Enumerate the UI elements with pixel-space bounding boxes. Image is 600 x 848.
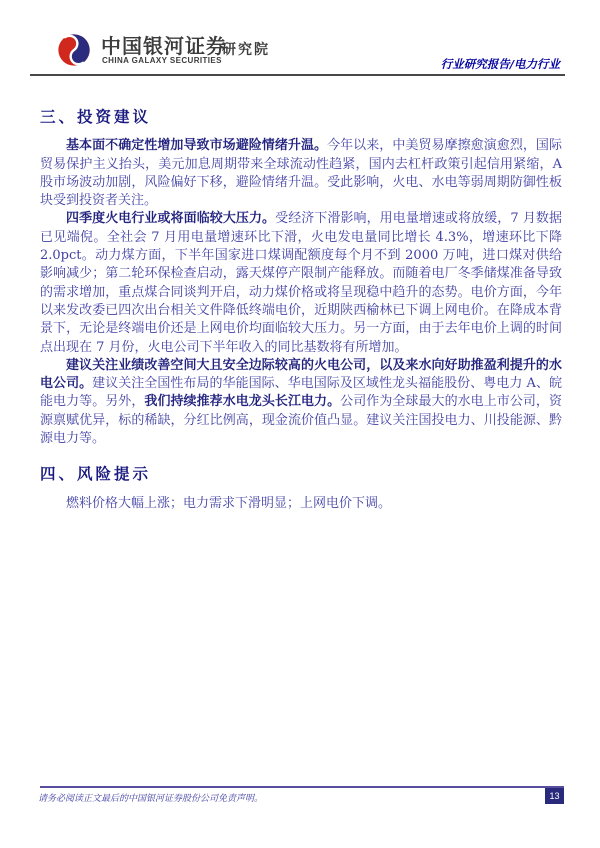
header-divider [30,74,565,76]
text-run: 受经济下滑影响，用电量增速或将放缓，7 月数据已见端倪。全社会 7 月用电量增速环比下滑，火电发电量同比增长 4.3%，增速环比下降 2.0pct。动力煤方面，下半年国家进口煤调配额度每个月不到 2000 万吨，进口煤对供给影响减少；第二轮环保检查启动，露天煤停产限制产能释放。而随着电厂冬季储煤准备导致的需求增加，重点煤合同谈判开启，动力煤价格或将呈现稳中趋升的态势。电价方面，今年以来发改委已四次出台相关文件降低终端电价，近期陕西榆林已下调上网电价。在降成本背景下，无论是终端电价还是上网电价均面临较大压力。另一方面，由于去年电价上调的时间点出现在 7 月份，火电公司下半年收入的同比基数将有所增加。 [40,211,562,355]
paragraph-stock-recommendations [40,357,562,448]
text-run-bold: 建议关注业绩改善空间大且安全边际较高的火电公司，以及来水向好助推盈利提升的水电公司。 [40,357,562,392]
page-number-badge: 13 [545,788,564,804]
galaxy-securities-logo-icon [57,31,91,71]
report-type-label: 行业研究报告/电力行业 [440,57,560,71]
brand-name-cn: 中国银河证券 [101,36,227,58]
disclaimer-text: 请务必阅读正文最后的中国银河证券股份公司免责声明。 [38,794,264,804]
section-title-risk-warning: 四、风险提示 [40,464,152,484]
paragraph-market-sentiment [40,137,562,210]
paragraph-thermal-power-pressure [40,210,562,356]
document-body [40,104,562,513]
text-run: 今年以来，中美贸易摩擦愈演愈烈，国际贸易保护主义抬头，美元加息周期带来全球流动性趋紧，国内去杠杆政策引起信用紧缩，A 股市场波动加剧，风险偏好下移，避险情绪升温。受此影响，火电、水电等弱周期防御性板块受到投资者关注。 [40,138,562,209]
brand-name-en: CHINA GALAXY SECURITIES [102,56,222,65]
text-run: 建议关注全国性布局的华能国际、华电国际及区域性龙头福能股份、粤电力 A、皖能电力等。另外， [40,376,562,410]
text-run-bold: 我们持续推荐水电龙头长江电力。 [144,394,341,410]
text-run-bold: 基本面不确定性增加导致市场避险情绪升温。 [66,138,328,154]
text-run: 公司作为全球最大的水电上市公司，资源禀赋优异，标的稀缺，分红比例高，现金流价值凸显。建议关注国投电力、川投能源、黔源电力等。 [40,394,562,447]
footer-divider [40,786,564,788]
text-run-bold: 四季度火电行业或将面临较大压力。 [66,211,276,227]
paragraph-risk-items: 燃料价格大幅上涨；电力需求下滑明显；上网电价下调。 [66,495,392,511]
institute-label: 研究院 [222,41,270,57]
section-title-investment-advice: 三、投资建议 [40,107,152,126]
